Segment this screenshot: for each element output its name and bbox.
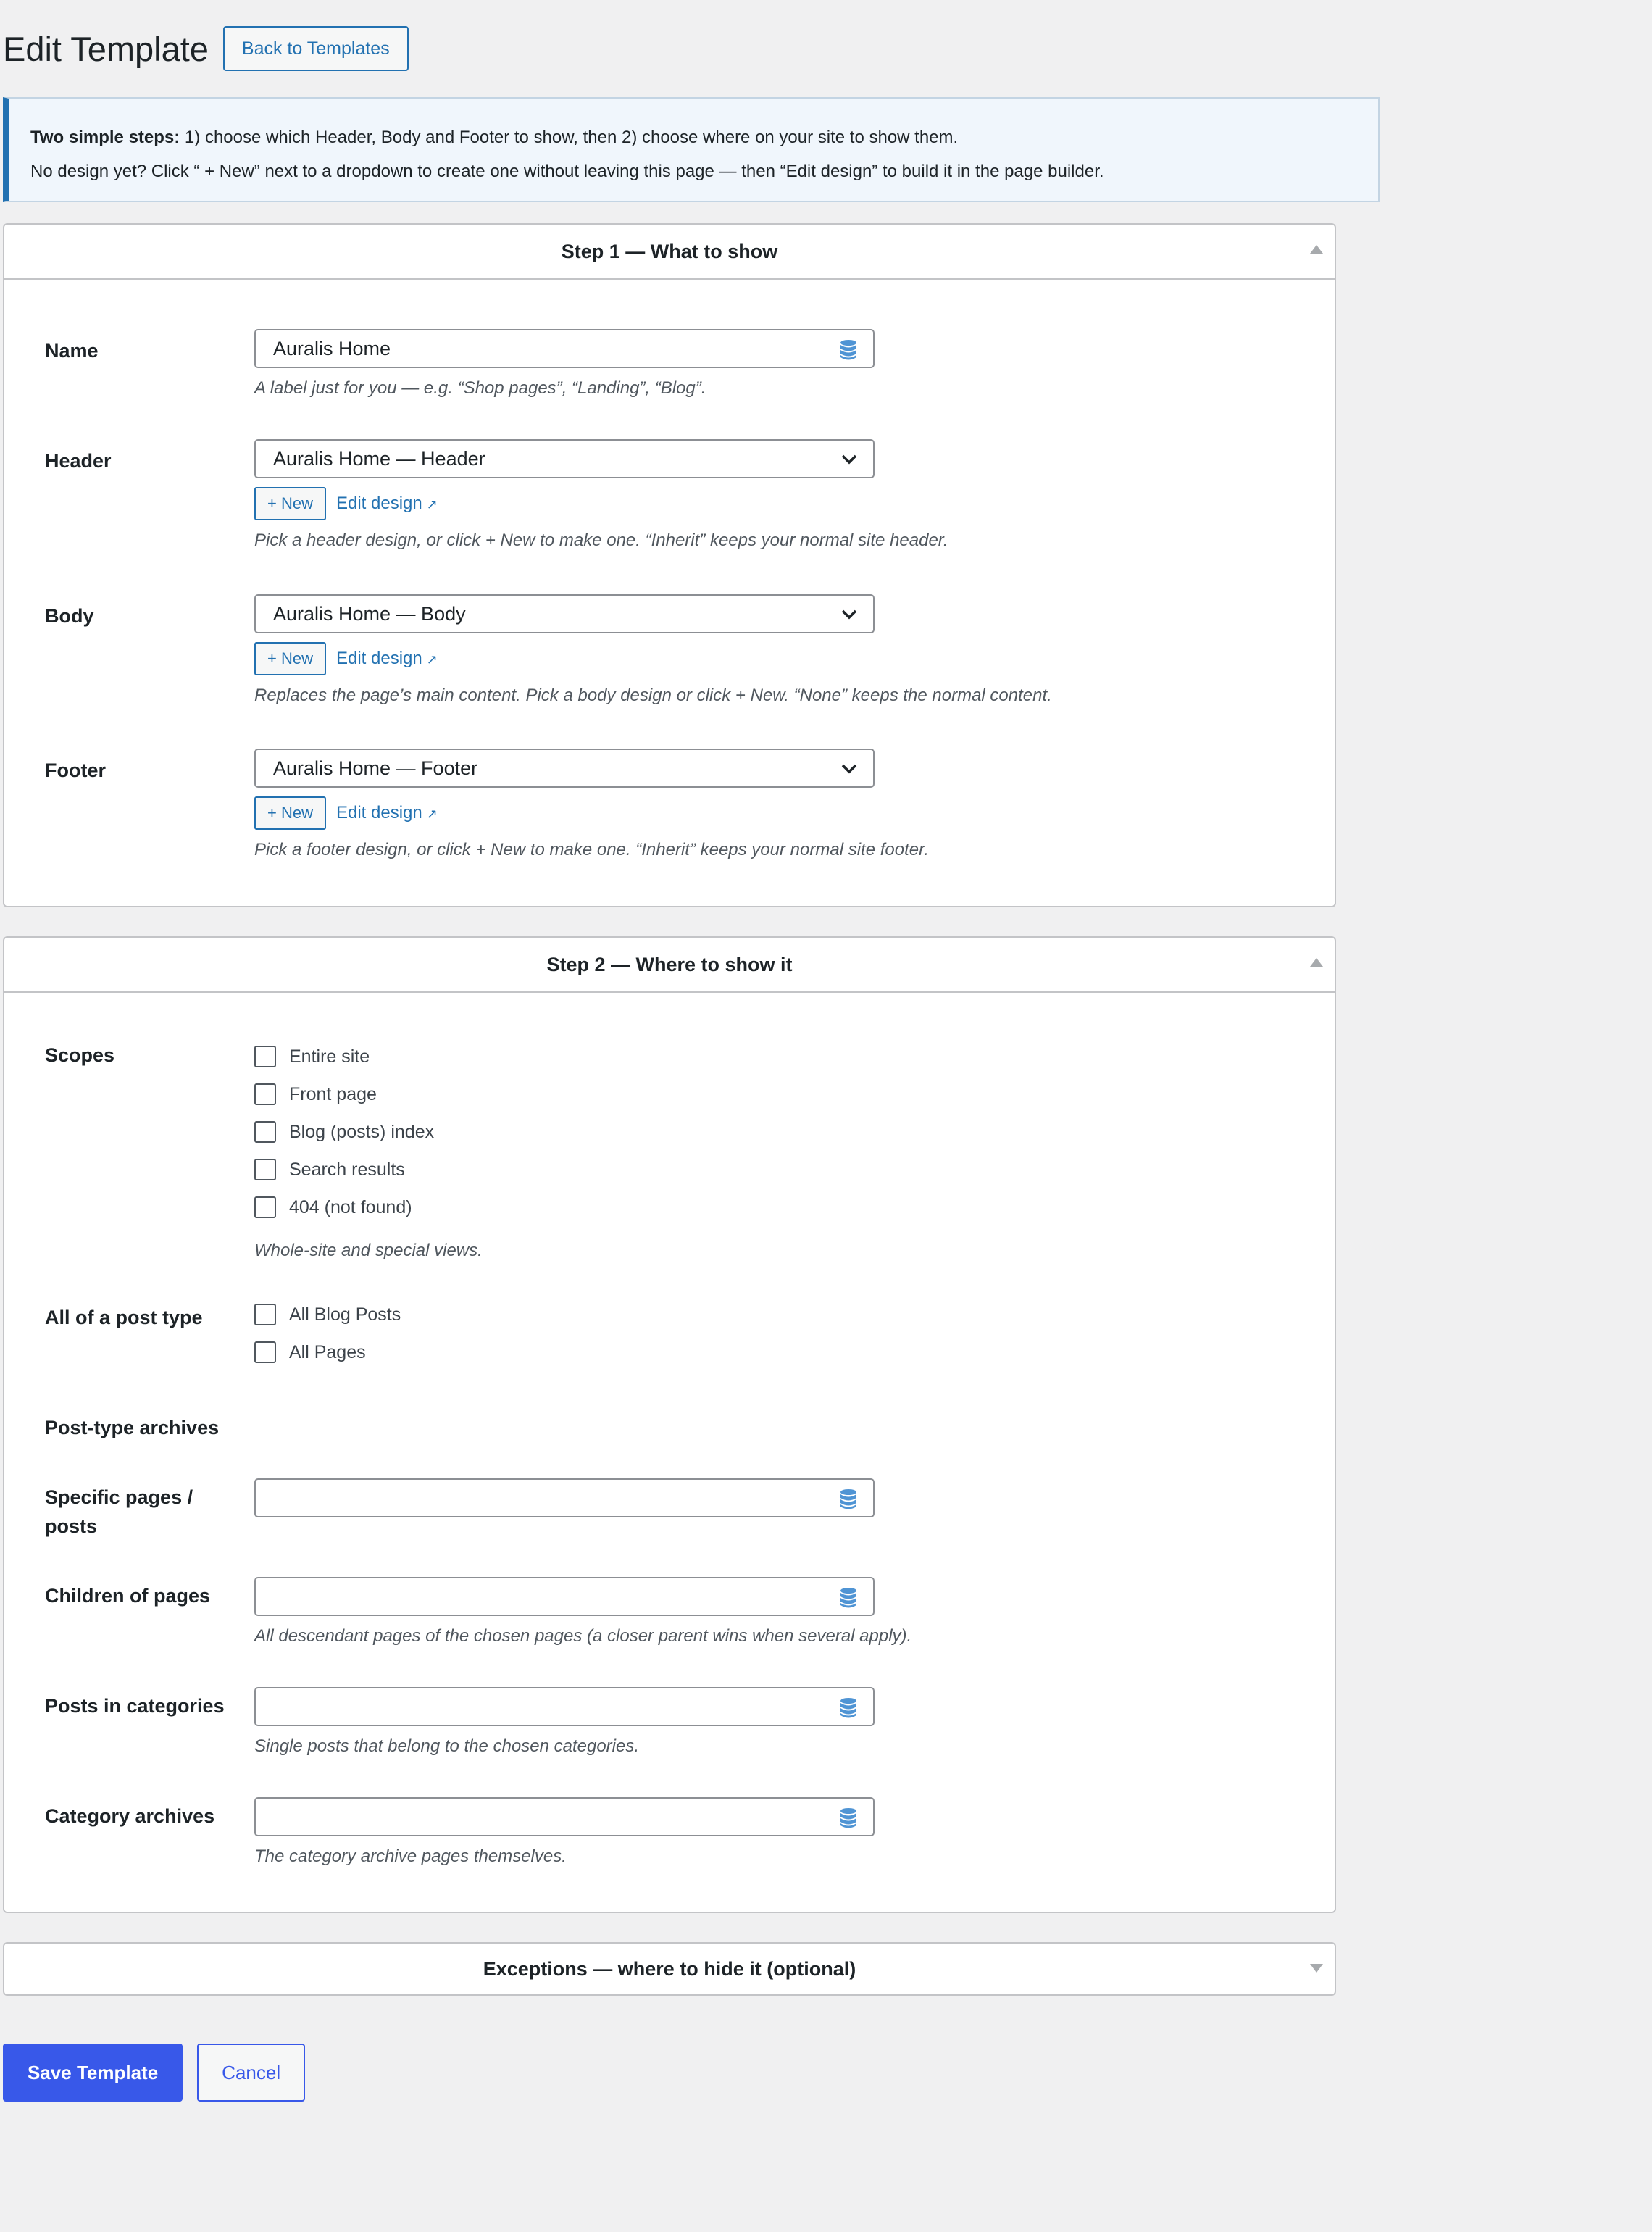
database-icon <box>838 1587 859 1609</box>
triangle-up-icon[interactable] <box>1310 245 1323 254</box>
archives-label: Post-type archives <box>45 1417 220 1438</box>
triangle-down-icon[interactable] <box>1310 1964 1323 1973</box>
header-label: Header <box>45 450 112 472</box>
category-archives-input[interactable] <box>254 1797 875 1836</box>
scopes-help: Whole-site and special views. <box>254 1241 483 1260</box>
checkbox[interactable] <box>254 1159 276 1180</box>
checkbox[interactable] <box>254 1046 276 1067</box>
specific-label: Specific pages / posts <box>45 1486 193 1537</box>
children-pages-input[interactable] <box>254 1577 875 1616</box>
chevron-down-icon <box>840 451 859 468</box>
new-header-button[interactable]: + New <box>254 487 326 520</box>
scope-entire-site[interactable] <box>254 1038 483 1075</box>
post-type-label: All of a post type <box>45 1307 203 1328</box>
new-body-button[interactable]: + New <box>254 642 326 675</box>
name-value: Auralis Home <box>273 337 391 359</box>
chevron-down-icon <box>840 760 859 778</box>
notice-text: 1) choose which Header, Body and Footer to show, then 2) choose where on your site to show them. <box>180 128 959 147</box>
header-select-value: Auralis Home — Header <box>273 447 485 470</box>
step1-panel-header[interactable] <box>4 225 1335 280</box>
body-label: Body <box>45 605 94 627</box>
notice-line-2: No design yet? Click “ + New” next to a dropdown to create one without leaving this page — then “Edit design” to build it in the page builder. <box>30 162 1104 181</box>
checkbox[interactable] <box>254 1121 276 1143</box>
info-notice <box>3 97 1380 202</box>
children-label: Children of pages <box>45 1585 211 1607</box>
database-icon <box>838 1697 859 1719</box>
scope-404[interactable] <box>254 1188 483 1226</box>
category-archives-help: The category archive pages themselves. <box>254 1846 567 1866</box>
categories-label: Posts in categories <box>45 1695 225 1717</box>
exceptions-panel <box>3 1942 1336 1996</box>
scopes-label: Scopes <box>45 1044 115 1066</box>
step2-title: Step 2 — Where to show it <box>546 953 793 975</box>
footer-label: Footer <box>45 759 106 781</box>
scope-entire-site-label: Entire site <box>289 1046 370 1067</box>
step2-panel-header[interactable] <box>4 938 1335 993</box>
name-label: Name <box>45 340 99 362</box>
checkbox[interactable] <box>254 1196 276 1218</box>
edit-body-design-link[interactable] <box>336 649 438 669</box>
step1-panel <box>3 223 1336 907</box>
footer-select-value: Auralis Home — Footer <box>273 757 478 779</box>
header-select[interactable] <box>254 439 875 478</box>
scope-blog-index[interactable] <box>254 1113 483 1151</box>
title-row <box>3 26 409 71</box>
checkbox[interactable] <box>254 1083 276 1105</box>
notice-bold: Two simple steps: <box>30 128 180 147</box>
edit-header-design-label: Edit design <box>335 494 422 513</box>
save-template-button[interactable]: Save Template <box>3 2044 183 2102</box>
back-to-templates-button[interactable]: Back to Templates <box>223 26 409 71</box>
category-archives-label: Category archives <box>45 1805 215 1827</box>
exceptions-title: Exceptions — where to hide it (optional) <box>483 1957 856 1980</box>
edit-header-design-link[interactable] <box>336 494 438 514</box>
footer-help: Pick a footer design, or click + New to make one. “Inherit” keeps your normal site footer. <box>254 840 929 859</box>
specific-pages-input[interactable] <box>254 1478 875 1517</box>
post-type-blog-posts-label: All Blog Posts <box>289 1304 401 1325</box>
step2-panel <box>3 936 1336 1913</box>
database-icon <box>838 339 859 361</box>
checkbox[interactable] <box>254 1304 276 1325</box>
notice-line-1 <box>30 120 1356 154</box>
body-select[interactable] <box>254 594 875 633</box>
name-help: A label just for you — e.g. “Shop pages”, “Landing”, “Blog”. <box>254 378 706 398</box>
scope-search-results-label: Search results <box>289 1159 405 1180</box>
post-type-pages[interactable] <box>254 1333 401 1371</box>
page-title: Edit Template <box>3 29 209 68</box>
edit-footer-design-link[interactable] <box>336 803 438 823</box>
categories-help: Single posts that belong to the chosen categories. <box>254 1736 640 1756</box>
external-link-icon: ↗ <box>426 652 438 667</box>
external-link-icon: ↗ <box>426 807 438 821</box>
database-icon <box>838 1488 859 1510</box>
scope-front-page[interactable] <box>254 1075 483 1113</box>
exceptions-panel-header[interactable] <box>4 1944 1335 1994</box>
scope-blog-index-label: Blog (posts) index <box>289 1121 435 1142</box>
header-help: Pick a header design, or click + New to make one. “Inherit” keeps your normal site header. <box>254 530 948 550</box>
scope-search-results[interactable] <box>254 1151 483 1188</box>
triangle-up-icon[interactable] <box>1310 958 1323 967</box>
edit-footer-design-label: Edit design <box>335 803 422 823</box>
body-help: Replaces the page’s main content. Pick a body design or click + New. “None” keeps the normal content. <box>254 686 1052 705</box>
checkbox[interactable] <box>254 1341 276 1363</box>
scope-404-label: 404 (not found) <box>289 1196 412 1217</box>
form-actions <box>3 2044 305 2102</box>
edit-body-design-label: Edit design <box>335 649 422 668</box>
chevron-down-icon <box>840 606 859 623</box>
post-type-pages-label: All Pages <box>289 1341 366 1362</box>
footer-select[interactable] <box>254 749 875 788</box>
name-input[interactable] <box>254 329 875 368</box>
scope-front-page-label: Front page <box>289 1083 377 1104</box>
children-help: All descendant pages of the chosen pages (a closer parent wins when several apply). <box>254 1626 912 1646</box>
database-icon <box>838 1807 859 1829</box>
step1-title: Step 1 — What to show <box>561 240 778 262</box>
body-select-value: Auralis Home — Body <box>273 602 466 625</box>
external-link-icon: ↗ <box>426 497 438 512</box>
cancel-button[interactable]: Cancel <box>197 2044 305 2102</box>
categories-input[interactable] <box>254 1687 875 1726</box>
post-type-blog-posts[interactable] <box>254 1296 401 1333</box>
new-footer-button[interactable]: + New <box>254 796 326 830</box>
